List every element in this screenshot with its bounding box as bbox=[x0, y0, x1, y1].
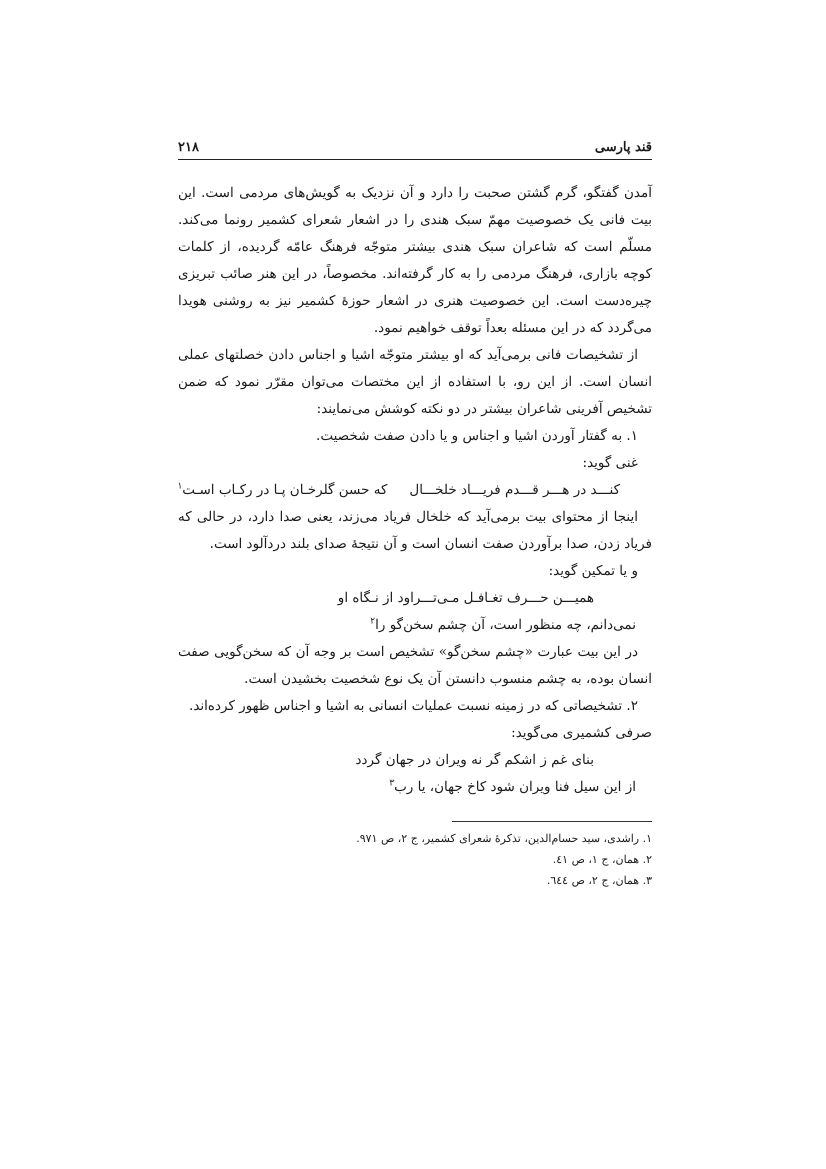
footnote-ref-2[interactable]: ۲ bbox=[370, 616, 376, 627]
poet-intro-tamkin: و یا تمکین گوید: bbox=[548, 563, 638, 579]
verse-2-hemistich-1: همیـــن حـــرف تغـافـل مـی‌تـــراود از نـگاه او bbox=[337, 590, 594, 606]
paragraph-1: آمدن گفتگو، گرم گشتن صحبت را دارد و آن نزدیک به گویش‌های مردمی است. این بیت فانی یک خصوصیت مهمّ سبک هندی را در اشعار شعرای کشمیر رونما می‌کند. مسلّم است که شاعران سبک هندی بیشتر متوجّه فرهنگ عامّه گردیده، از کلمات کوچه بازاری، فرهنگ مردمی را به کار گرفته‌اند. مخصوصاً، در این هنر صائب تبریزی چیره‌دست است. این خصوصیت هنری در اشعار حوزۀ کشمیر نیز به روشنی هویدا می‌گردد که در این مسئله بعداً توقف خواهیم نمود. bbox=[178, 185, 652, 336]
footnote-ref-1[interactable]: ۱ bbox=[177, 481, 183, 492]
verse-3-hemistich-1: بنای غم ز اشکم گر نه ویران در جهان گردد bbox=[355, 752, 594, 768]
book-title: قند پارسی bbox=[594, 140, 652, 155]
footnote-ref-3[interactable]: ۳ bbox=[389, 778, 395, 789]
footnote-2: ۲. همان، ج ۱، ص ٤۱. bbox=[552, 853, 652, 866]
poet-intro-ghani: غنی گوید: bbox=[582, 455, 638, 471]
list-item-1: ۱. به گفتار آوردن اشیا و اجناس و یا دادن صفت شخصیت. bbox=[316, 428, 638, 444]
poet-intro-sarfi: صرفی کشمیری می‌گوید: bbox=[511, 725, 652, 741]
footnotes bbox=[178, 828, 652, 891]
page-body bbox=[178, 180, 652, 801]
paragraph-4: در این بیت عبارت «چشم سخن‌گو» تشخیص است بر وجه آن که سخن‌گویی صفت انسان بوده، به چشم منسوب دانستن آن یک نوع شخصیت بخشیدن است. bbox=[178, 644, 652, 687]
verse-2-hemistich-2 bbox=[178, 612, 652, 639]
running-header bbox=[178, 140, 652, 160]
verse-3-hemistich-2 bbox=[178, 774, 652, 801]
footnote-3: ۳. همان، ج ۲، ص ٦٤٤. bbox=[546, 874, 652, 887]
footnote-1: ۱. راشدی، سید حسام‌الدین، تذکرۀ شعرای کشمیر، ج ۲، ص ۹۷۱. bbox=[356, 832, 652, 845]
paragraph-2: از تشخیصات فانی برمی‌آید که او بیشتر متوجّه اشیا و اجناس دادن خصلتهای عملی انسان است. از این رو، با استفاده از این مختصات می‌توان مقرّر نمود که ضمن تشخیص آفرینی شاعران بیشتر در دو نکته کوشش می‌نمایند: bbox=[178, 347, 652, 417]
verse-2-hemistich-2-text: نمی‌دانم، چه منظور است، آن چشم سخن‌گو را bbox=[375, 617, 636, 633]
page-number: ۲۱۸ bbox=[178, 140, 199, 155]
verse-1-hemistich-1: کنـــد در هـــر قـــدم فریـــاد خلخـــال bbox=[409, 482, 620, 498]
footnote-divider bbox=[452, 821, 652, 822]
verse-1 bbox=[178, 477, 652, 504]
verse-1-hemistich-2-text: که حسن گلرخـان پـا در رکـاب اسـت bbox=[182, 482, 388, 498]
verse-3-hemistich-2-text: از این سیل فنا ویران شود کاخ جهان، یا رب bbox=[394, 779, 636, 795]
verse-1-hemistich-2 bbox=[177, 477, 387, 504]
paragraph-3: اینجا از محتوای بیت برمی‌آید که خلخال فریاد می‌زند، یعنی صدا دارد، در حالی که فریاد زدن، صدا برآوردن صفت انسان است و آن نتیجۀ صدای بلند دردآلود است. bbox=[178, 509, 652, 552]
list-item-2: ۲. تشخیصاتی که در زمینه نسبت عملیات انسانی به اشیا و اجناس ظهور کرده‌اند. bbox=[189, 698, 638, 714]
document-page bbox=[178, 140, 652, 891]
